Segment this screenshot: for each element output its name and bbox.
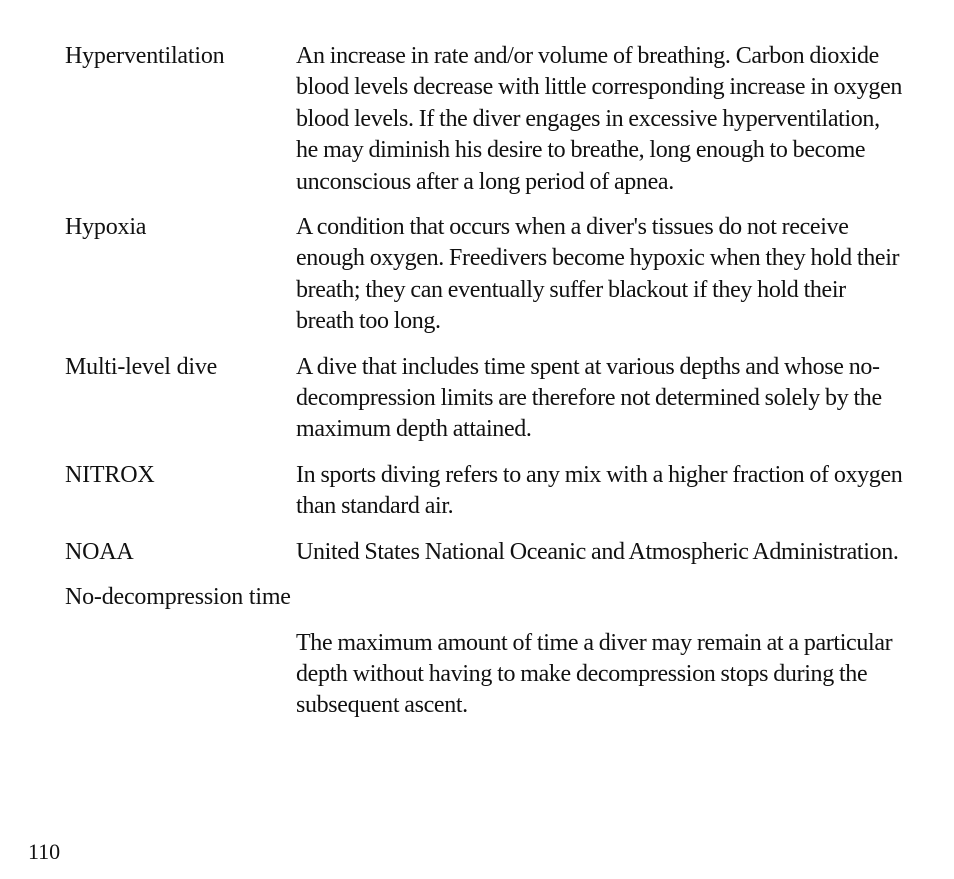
glossary-entry xyxy=(65,537,905,568)
glossary-definition: In sports diving refers to any mix with a higher fraction of oxygen than standard air. xyxy=(296,461,903,520)
glossary-definition: An increase in rate and/or volume of breathing. Carbon dioxide blood levels decrease with little corresponding increase in oxygen blood levels. If the diver engages in excessive hyperventilation, he may diminish his desire to breathe, long enough to become unconscious after a long period of apnea. xyxy=(296,43,903,195)
glossary-term: Multi-level dive xyxy=(65,353,218,380)
glossary-term: NITROX xyxy=(65,461,155,488)
glossary-entry xyxy=(65,460,905,523)
glossary-entry xyxy=(65,352,905,446)
glossary-entry xyxy=(65,582,905,722)
glossary-definition: A dive that includes time spent at various depths and whose no-decompression limits are therefore not determined solely by the maximum depth attained. xyxy=(296,353,882,443)
glossary-definition: A condition that occurs when a diver's tissues do not receive enough oxygen. Freedivers become hypoxic when they hold their breath; they can eventually suffer blackout if they hold their breath too long. xyxy=(296,214,900,335)
glossary-list xyxy=(65,41,905,722)
glossary-definition: The maximum amount of time a diver may remain at a particular depth without having to make decompression stops during the subsequent ascent. xyxy=(296,629,893,719)
glossary-definition: United States National Oceanic and Atmospheric Administration. xyxy=(296,538,899,565)
glossary-term: No-decompression time xyxy=(65,584,291,611)
glossary-entry xyxy=(65,41,905,198)
glossary-term: NOAA xyxy=(65,538,134,565)
glossary-term: Hyperventilation xyxy=(65,43,225,69)
page-number: 110 xyxy=(28,839,61,864)
glossary-entry xyxy=(65,212,905,338)
glossary-term: Hypoxia xyxy=(65,214,147,241)
